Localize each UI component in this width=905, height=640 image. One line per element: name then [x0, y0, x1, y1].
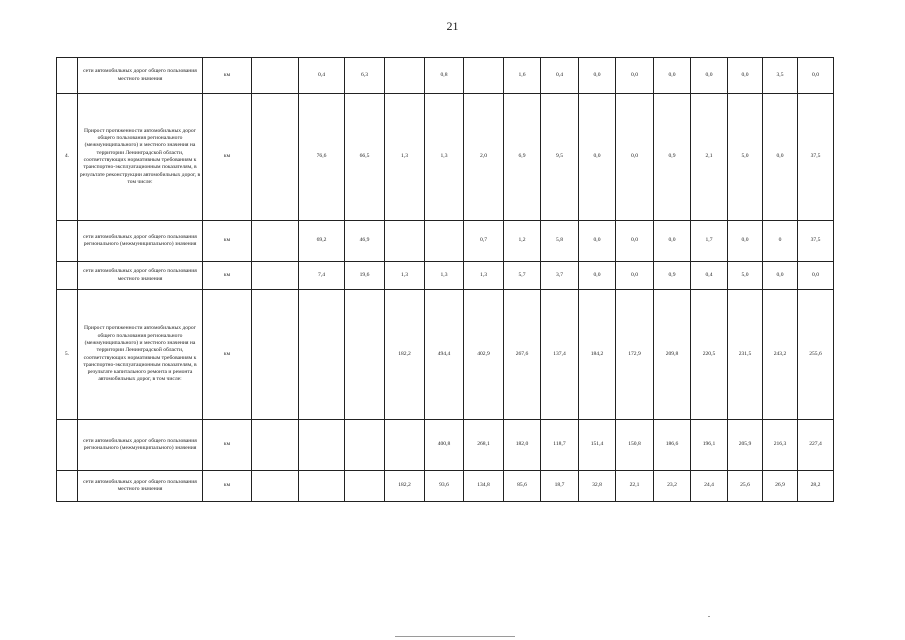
value-cell: 1,3: [425, 94, 464, 221]
unit-cell: км: [203, 221, 252, 262]
value-cell: 227,4: [798, 420, 834, 471]
indicator-name-cell: Прирост протяженности автомобильных дорог общего пользования регионального (межмуниципального) и местного значения на территории Ленинградской области, соответствующих нормативным требованиям к транспортно-эксплуатационным показателям, в результате реконструкции автомобильных дорог, в том числе:: [78, 94, 203, 221]
indicator-name-cell: Прирост протяженности автомобильных дорог общего пользования регионального (межмуниципального) и местного значения на территории Ленинградской области, соответствующих нормативным требованиям к транспортно-эксплуатационным показателям, в результате капитального ремонта и ремонта автомобильных дорог, в том числе:: [78, 290, 203, 420]
value-cell: 0,0: [763, 94, 798, 221]
value-cell: 24,4: [691, 471, 728, 502]
table-row: [57, 420, 834, 471]
value-cell: 5,7: [504, 262, 541, 290]
value-cell: 0,9: [654, 94, 691, 221]
value-cell: 2,0: [464, 94, 504, 221]
value-cell: 1,2: [504, 221, 541, 262]
page-number: 21: [446, 19, 459, 33]
value-cell: 0,0: [579, 58, 616, 94]
value-cell: 85,6: [504, 471, 541, 502]
indicator-name-cell: сети автомобильных дорог общего пользования регионального (межмуниципального) значения: [78, 420, 203, 471]
value-cell: 93,6: [425, 471, 464, 502]
value-cell: 32,8: [579, 471, 616, 502]
value-cell: [425, 221, 464, 262]
value-cell: 5,0: [728, 262, 763, 290]
value-cell: 66,5: [345, 94, 385, 221]
row-index-cell: [57, 471, 78, 502]
value-cell: [345, 471, 385, 502]
value-cell: 1,3: [385, 94, 425, 221]
value-cell: 28,2: [798, 471, 834, 502]
value-cell: 0,8: [425, 58, 464, 94]
value-cell: 6,3: [345, 58, 385, 94]
value-cell: 0,0: [616, 221, 654, 262]
value-cell: 0,0: [654, 221, 691, 262]
value-cell: 134,8: [464, 471, 504, 502]
value-cell: [385, 420, 425, 471]
value-cell: 182,2: [385, 471, 425, 502]
value-cell: 5,0: [728, 94, 763, 221]
value-cell: [345, 290, 385, 420]
value-cell: 400,8: [425, 420, 464, 471]
value-cell: 1,6: [504, 58, 541, 94]
value-cell: 25,6: [728, 471, 763, 502]
value-cell: 3,7: [541, 262, 579, 290]
table-row: [57, 262, 834, 290]
value-cell: [299, 290, 345, 420]
empty-cell: [252, 290, 299, 420]
value-cell: 0,0: [691, 58, 728, 94]
value-cell: 137,4: [541, 290, 579, 420]
value-cell: 0,4: [299, 58, 345, 94]
value-cell: 0,0: [728, 221, 763, 262]
unit-cell: км: [203, 471, 252, 502]
value-cell: 0,0: [616, 94, 654, 221]
empty-cell: [252, 420, 299, 471]
table-row: [57, 94, 834, 221]
empty-cell: [252, 58, 299, 94]
value-cell: 494,4: [425, 290, 464, 420]
empty-cell: [252, 262, 299, 290]
value-cell: 69,2: [299, 221, 345, 262]
value-cell: 268,1: [464, 420, 504, 471]
value-cell: 1,3: [385, 262, 425, 290]
empty-cell: [252, 94, 299, 221]
value-cell: 76,6: [299, 94, 345, 221]
value-cell: 0,0: [763, 262, 798, 290]
row-index-cell: [57, 58, 78, 94]
scan-mark: [395, 636, 515, 637]
value-cell: 0,9: [654, 262, 691, 290]
table-row: [57, 471, 834, 502]
indicator-name-cell: сети автомобильных дорог общего пользования местного значения: [78, 262, 203, 290]
value-cell: 18,7: [541, 471, 579, 502]
value-cell: 209,8: [654, 290, 691, 420]
value-cell: 5,8: [541, 221, 579, 262]
indicator-name-cell: сети автомобильных дорог общего пользования регионального (межмуниципального) значения: [78, 221, 203, 262]
value-cell: 186,6: [654, 420, 691, 471]
value-cell: 0,0: [616, 58, 654, 94]
value-cell: 184,2: [579, 290, 616, 420]
empty-cell: [252, 471, 299, 502]
value-cell: 0,0: [579, 262, 616, 290]
value-cell: 22,1: [616, 471, 654, 502]
unit-cell: км: [203, 94, 252, 221]
value-cell: 182,0: [504, 420, 541, 471]
value-cell: 2,1: [691, 94, 728, 221]
value-cell: 196,1: [691, 420, 728, 471]
value-cell: 0: [763, 221, 798, 262]
row-index-cell: 5.: [57, 290, 78, 420]
row-index-cell: [57, 262, 78, 290]
table-row: [57, 58, 834, 94]
value-cell: [345, 420, 385, 471]
value-cell: [299, 420, 345, 471]
value-cell: 9,5: [541, 94, 579, 221]
value-cell: [464, 58, 504, 94]
value-cell: 1,3: [425, 262, 464, 290]
empty-cell: [252, 221, 299, 262]
indicator-name-cell: сети автомобильных дорог общего пользования местного значения: [78, 471, 203, 502]
unit-cell: км: [203, 262, 252, 290]
value-cell: 7,4: [299, 262, 345, 290]
value-cell: 26,9: [763, 471, 798, 502]
value-cell: 0,0: [798, 58, 834, 94]
value-cell: 231,5: [728, 290, 763, 420]
scan-mark: [708, 616, 710, 617]
value-cell: 255,6: [798, 290, 834, 420]
value-cell: 6,9: [504, 94, 541, 221]
value-cell: 0,4: [691, 262, 728, 290]
value-cell: 220,5: [691, 290, 728, 420]
value-cell: 402,9: [464, 290, 504, 420]
value-cell: 0,0: [728, 58, 763, 94]
value-cell: 19,6: [345, 262, 385, 290]
value-cell: 118,7: [541, 420, 579, 471]
table-row: [57, 221, 834, 262]
value-cell: 0,0: [654, 58, 691, 94]
value-cell: 150,8: [616, 420, 654, 471]
value-cell: [299, 471, 345, 502]
row-index-cell: 4.: [57, 94, 78, 221]
value-cell: 172,9: [616, 290, 654, 420]
value-cell: 267,6: [504, 290, 541, 420]
value-cell: 37,5: [798, 221, 834, 262]
row-index-cell: [57, 420, 78, 471]
value-cell: 151,4: [579, 420, 616, 471]
value-cell: 205,9: [728, 420, 763, 471]
value-cell: 243,2: [763, 290, 798, 420]
indicator-name-cell: сети автомобильных дорог общего пользования местного значения: [78, 58, 203, 94]
value-cell: 1,3: [464, 262, 504, 290]
value-cell: [385, 58, 425, 94]
value-cell: 216,3: [763, 420, 798, 471]
value-cell: 0,4: [541, 58, 579, 94]
unit-cell: км: [203, 290, 252, 420]
value-cell: 3,5: [763, 58, 798, 94]
value-cell: 182,2: [385, 290, 425, 420]
value-cell: [385, 221, 425, 262]
value-cell: 0,0: [616, 262, 654, 290]
unit-cell: км: [203, 420, 252, 471]
value-cell: 1,7: [691, 221, 728, 262]
value-cell: 37,5: [798, 94, 834, 221]
indicator-table: [56, 57, 834, 502]
value-cell: 0,0: [579, 221, 616, 262]
table-row: [57, 290, 834, 420]
row-index-cell: [57, 221, 78, 262]
unit-cell: км: [203, 58, 252, 94]
value-cell: 0,0: [798, 262, 834, 290]
value-cell: 0,7: [464, 221, 504, 262]
value-cell: 0,0: [579, 94, 616, 221]
value-cell: 23,2: [654, 471, 691, 502]
value-cell: 46,9: [345, 221, 385, 262]
